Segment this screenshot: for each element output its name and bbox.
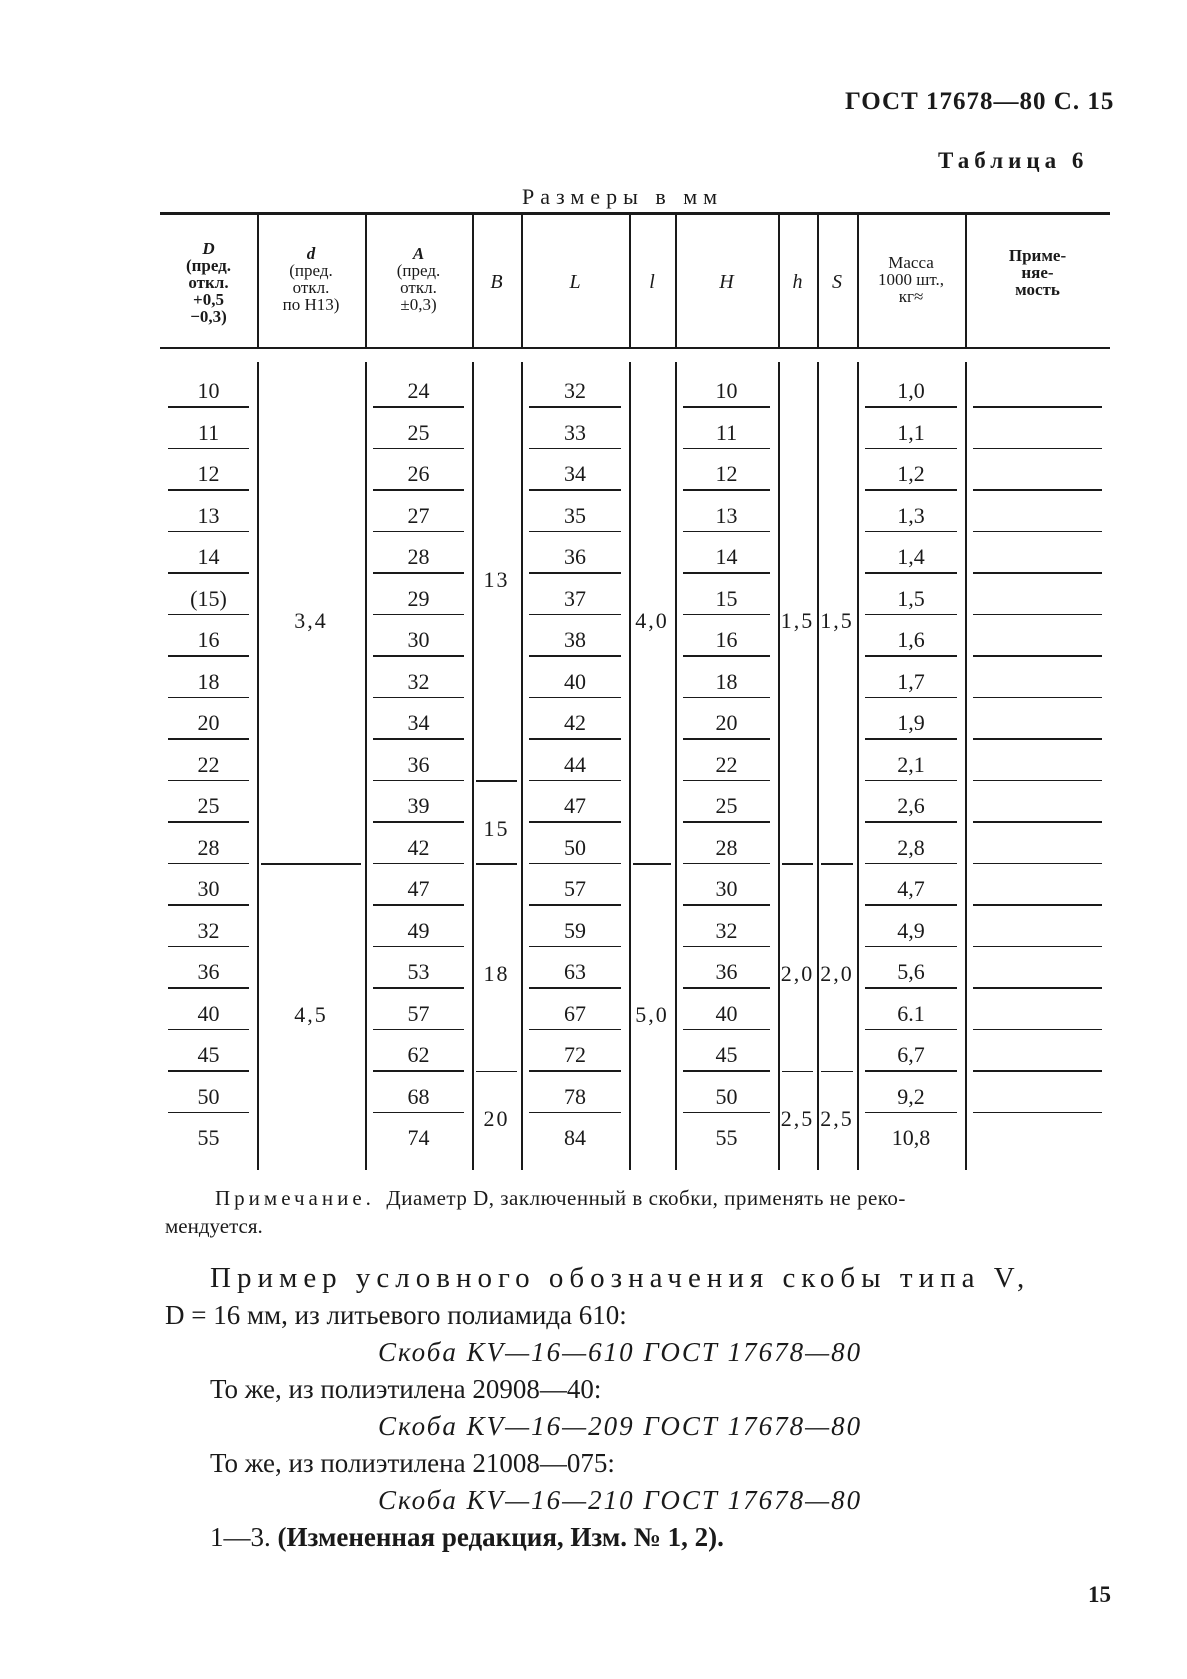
cell-underline bbox=[683, 946, 770, 948]
cell-L: 38 bbox=[564, 627, 586, 652]
cell-underline bbox=[373, 572, 464, 574]
cell-underline bbox=[865, 987, 957, 989]
cell-underline bbox=[373, 946, 464, 948]
column-divider bbox=[778, 362, 780, 1170]
header-D bbox=[160, 232, 257, 332]
cell-D: 28 bbox=[197, 834, 220, 860]
cell-A: 30 bbox=[407, 627, 430, 652]
cell-D: 11 bbox=[197, 419, 220, 445]
redaction-lead: 1—3. bbox=[210, 1522, 271, 1552]
cell-H: 50 bbox=[715, 1083, 738, 1109]
merged-cell-B: 20 bbox=[483, 1106, 510, 1131]
header-d-line: откл. bbox=[292, 278, 330, 297]
column-divider bbox=[629, 362, 631, 1170]
cell-underline bbox=[865, 572, 957, 574]
cell-underline bbox=[168, 489, 249, 491]
merged-cell-l: 4,0 bbox=[635, 608, 669, 633]
column-divider bbox=[817, 362, 819, 1170]
header-B: B bbox=[490, 270, 503, 293]
merged-cell-d: 4,5 bbox=[294, 1002, 328, 1028]
cell-D: 30 bbox=[197, 876, 220, 901]
cell-underline bbox=[168, 946, 249, 948]
cell-H: 36 bbox=[715, 959, 738, 984]
applicability-line bbox=[973, 448, 1102, 450]
cell-underline bbox=[373, 614, 464, 616]
cell-mass: 1,4 bbox=[897, 544, 925, 569]
cell-underline bbox=[168, 572, 249, 574]
cell-underline bbox=[168, 1112, 249, 1114]
column-divider bbox=[965, 362, 967, 1170]
cell-D: 55 bbox=[197, 1125, 220, 1150]
cell-mass: 1,6 bbox=[897, 627, 925, 652]
cell-underline bbox=[168, 1070, 249, 1072]
cell-underline bbox=[373, 489, 464, 491]
cell-D: 50 bbox=[197, 1083, 220, 1109]
cell-A: 39 bbox=[407, 793, 430, 818]
cell-H: 13 bbox=[715, 502, 738, 528]
header-mass-line: кг≈ bbox=[898, 286, 924, 306]
cell-mass: 1,1 bbox=[897, 419, 925, 445]
header-l: l bbox=[649, 270, 655, 293]
group-separator bbox=[476, 780, 517, 782]
cell-underline bbox=[865, 946, 957, 948]
merged-cell-S: 1,5 bbox=[820, 608, 854, 633]
cell-D: 40 bbox=[197, 1000, 220, 1026]
cell-L: 33 bbox=[564, 419, 586, 445]
merged-cell-h: 1,5 bbox=[780, 608, 815, 633]
cell-underline bbox=[373, 863, 464, 865]
page-number: 15 bbox=[1088, 1582, 1111, 1607]
table-top-rule bbox=[160, 212, 1110, 215]
cell-mass: 10,8 bbox=[891, 1125, 931, 1150]
cell-A: 74 bbox=[407, 1125, 430, 1150]
cell-underline bbox=[373, 821, 464, 823]
cell-D: 45 bbox=[197, 1042, 220, 1067]
group-separator bbox=[782, 863, 813, 865]
cell-D: 13 bbox=[197, 502, 220, 528]
cell-H: 18 bbox=[715, 668, 738, 694]
cell-underline bbox=[373, 1112, 464, 1114]
cell-L: 44 bbox=[564, 751, 586, 777]
cell-underline bbox=[529, 904, 621, 906]
cell-A: 49 bbox=[407, 917, 430, 943]
note-text: Диаметр D, заключенный в скобки, применять не реко- bbox=[386, 1186, 906, 1210]
header-D-line: −0,3) bbox=[190, 306, 227, 326]
cell-A: 34 bbox=[407, 710, 430, 735]
example-line-2: То же, из полиэтилена 20908—40: bbox=[210, 1374, 602, 1404]
applicability-line bbox=[973, 987, 1102, 989]
cell-L: 67 bbox=[564, 1000, 586, 1026]
cell-underline bbox=[683, 531, 770, 533]
cell-underline bbox=[529, 655, 621, 657]
cell-H: 40 bbox=[715, 1000, 738, 1026]
header-mass bbox=[857, 244, 965, 314]
cell-underline bbox=[683, 987, 770, 989]
cell-A: 47 bbox=[407, 876, 430, 901]
cell-mass: 1,2 bbox=[897, 461, 925, 486]
cell-underline bbox=[373, 738, 464, 740]
applicability-line bbox=[973, 697, 1102, 699]
cell-underline bbox=[683, 738, 770, 740]
cell-A: 29 bbox=[407, 585, 430, 611]
header-h: h bbox=[792, 270, 803, 293]
cell-underline bbox=[865, 1112, 957, 1114]
group-separator bbox=[476, 1071, 517, 1073]
cell-underline bbox=[683, 821, 770, 823]
cell-underline bbox=[529, 614, 621, 616]
applicability-line bbox=[973, 1029, 1102, 1031]
merged-cell-B: 15 bbox=[483, 815, 510, 841]
cell-H: 55 bbox=[715, 1125, 738, 1150]
cell-underline bbox=[373, 1029, 464, 1031]
header-mass-line: 1000 шт., bbox=[878, 269, 944, 289]
cell-L: 84 bbox=[564, 1125, 586, 1150]
header-D-symbol: D bbox=[202, 238, 215, 258]
applicability-line bbox=[973, 780, 1102, 782]
table-units: Размеры в мм bbox=[522, 184, 724, 209]
cell-underline bbox=[373, 531, 464, 533]
cell-A: 36 bbox=[407, 751, 430, 777]
cell-underline bbox=[683, 904, 770, 906]
cell-H: 15 bbox=[715, 585, 738, 611]
cell-H: 30 bbox=[715, 876, 738, 901]
cell-underline bbox=[683, 863, 770, 865]
applicability-line bbox=[973, 863, 1102, 865]
merged-cell-d: 3,4 bbox=[294, 608, 328, 633]
group-separator bbox=[821, 863, 853, 865]
cell-D: 20 bbox=[197, 710, 220, 735]
note-lead: Примечание. bbox=[215, 1186, 375, 1210]
header-mass-line: Масса bbox=[888, 252, 934, 272]
cell-A: 27 bbox=[407, 502, 430, 528]
header-A-line: откл. bbox=[400, 278, 437, 297]
cell-L: 59 bbox=[564, 917, 586, 943]
merged-cell-B: 13 bbox=[483, 566, 510, 592]
table-note bbox=[215, 1186, 906, 1211]
cell-H: 32 bbox=[715, 917, 738, 943]
cell-underline bbox=[168, 448, 249, 450]
applicability-line bbox=[973, 572, 1102, 574]
header-applicability bbox=[965, 242, 1110, 302]
cell-underline bbox=[683, 1070, 770, 1072]
applicability-line bbox=[973, 1070, 1102, 1072]
merged-cell-S: 2,5 bbox=[820, 1106, 854, 1131]
cell-mass: 1,0 bbox=[897, 378, 925, 403]
cell-A: 42 bbox=[407, 834, 430, 860]
dimensions-table bbox=[160, 212, 1110, 1170]
cell-D: 18 bbox=[197, 668, 220, 694]
cell-A: 57 bbox=[407, 1000, 430, 1026]
cell-mass: 4,9 bbox=[897, 917, 925, 943]
cell-H: 25 bbox=[715, 793, 738, 818]
cell-L: 32 bbox=[564, 378, 586, 403]
cell-underline bbox=[529, 489, 621, 491]
cell-underline bbox=[529, 572, 621, 574]
cell-underline bbox=[865, 406, 957, 408]
header-D-line: +0,5 bbox=[193, 289, 224, 309]
cell-underline bbox=[683, 697, 770, 699]
cell-mass: 1,7 bbox=[897, 668, 925, 694]
example-code-3: Скоба KV—16—210 ГОСТ 17678—80 bbox=[378, 1485, 863, 1515]
header-d bbox=[257, 234, 365, 324]
cell-underline bbox=[168, 863, 249, 865]
header-d-symbol: d bbox=[306, 244, 316, 263]
redaction-text: (Измененная редакция, Изм. № 1, 2). bbox=[277, 1522, 724, 1552]
cell-mass: 1,3 bbox=[897, 502, 925, 528]
cell-underline bbox=[529, 1112, 621, 1114]
applicability-line bbox=[973, 406, 1102, 408]
cell-A: 25 bbox=[407, 419, 430, 445]
cell-underline bbox=[168, 904, 249, 906]
cell-L: 63 bbox=[564, 959, 586, 984]
cell-underline bbox=[865, 821, 957, 823]
cell-A: 32 bbox=[407, 668, 430, 694]
cell-L: 42 bbox=[564, 710, 586, 735]
column-divider bbox=[257, 362, 259, 1170]
table-header-rule bbox=[160, 347, 1110, 349]
cell-mass: 1,5 bbox=[897, 585, 925, 611]
cell-L: 34 bbox=[564, 461, 586, 486]
cell-H: 45 bbox=[715, 1042, 738, 1067]
cell-mass: 1,9 bbox=[897, 710, 925, 735]
cell-underline bbox=[529, 738, 621, 740]
header-D-line: (пред. bbox=[185, 255, 232, 275]
cell-mass: 5,6 bbox=[897, 959, 925, 984]
cell-underline bbox=[865, 780, 957, 782]
table-title: Таблица 6 bbox=[938, 148, 1089, 173]
cell-H: 20 bbox=[715, 710, 738, 735]
header-D-line: откл. bbox=[188, 272, 229, 292]
merged-cell-l: 5,0 bbox=[635, 1002, 669, 1028]
example-subtitle: D = 16 мм, из литьевого полиамида 610: bbox=[165, 1300, 627, 1330]
merged-cell-h: 2,0 bbox=[780, 960, 815, 986]
cell-underline bbox=[529, 406, 621, 408]
applicability-line bbox=[973, 1112, 1102, 1114]
cell-D: 16 bbox=[197, 627, 220, 652]
header-S: S bbox=[832, 270, 842, 293]
cell-underline bbox=[683, 448, 770, 450]
header-A bbox=[365, 234, 472, 324]
cell-underline bbox=[168, 780, 249, 782]
cell-underline bbox=[683, 780, 770, 782]
applicability-line bbox=[973, 655, 1102, 657]
cell-underline bbox=[865, 904, 957, 906]
cell-underline bbox=[683, 489, 770, 491]
page-header: ГОСТ 17678—80 С. 15 bbox=[845, 88, 1115, 115]
cell-underline bbox=[529, 987, 621, 989]
cell-D: 25 bbox=[197, 793, 220, 818]
cell-underline bbox=[865, 531, 957, 533]
cell-mass: 4,7 bbox=[897, 876, 925, 901]
cell-underline bbox=[529, 946, 621, 948]
column-divider bbox=[472, 362, 474, 1170]
cell-H: 22 bbox=[715, 751, 738, 777]
cell-mass: 9,2 bbox=[897, 1083, 925, 1109]
group-separator bbox=[821, 1071, 853, 1073]
cell-D: (15) bbox=[190, 585, 227, 611]
cell-H: 10 bbox=[715, 378, 738, 403]
cell-underline bbox=[168, 987, 249, 989]
cell-D: 32 bbox=[197, 917, 220, 943]
merged-cell-h: 2,5 bbox=[780, 1106, 815, 1131]
cell-underline bbox=[683, 1029, 770, 1031]
applicability-line bbox=[973, 946, 1102, 948]
cell-underline bbox=[529, 1070, 621, 1072]
cell-H: 12 bbox=[715, 461, 738, 486]
cell-underline bbox=[865, 1029, 957, 1031]
header-applicability-line: мость bbox=[1015, 279, 1060, 299]
cell-L: 36 bbox=[564, 544, 586, 569]
cell-D: 10 bbox=[197, 378, 220, 403]
applicability-line bbox=[973, 738, 1102, 740]
cell-underline bbox=[529, 448, 621, 450]
cell-underline bbox=[683, 572, 770, 574]
example-title: Пример условного обозначения скобы типа V, bbox=[210, 1262, 1031, 1294]
cell-L: 72 bbox=[564, 1042, 586, 1067]
example-line-3: То же, из полиэтилена 21008—075: bbox=[210, 1448, 615, 1478]
cell-L: 47 bbox=[564, 793, 586, 818]
cell-A: 24 bbox=[407, 378, 430, 403]
cell-mass: 2,1 bbox=[897, 751, 925, 777]
applicability-line bbox=[973, 531, 1102, 533]
cell-H: 16 bbox=[715, 627, 738, 652]
cell-underline bbox=[168, 614, 249, 616]
cell-L: 57 bbox=[564, 876, 586, 901]
group-separator bbox=[476, 863, 517, 865]
merged-cell-B: 18 bbox=[483, 960, 510, 986]
cell-H: 11 bbox=[715, 419, 738, 445]
cell-D: 14 bbox=[197, 544, 220, 569]
header-applicability-line: няе- bbox=[1021, 262, 1054, 282]
cell-mass: 6.1 bbox=[897, 1000, 925, 1026]
cell-underline bbox=[529, 821, 621, 823]
cell-mass: 2,8 bbox=[897, 834, 925, 860]
cell-A: 62 bbox=[407, 1042, 430, 1067]
cell-mass: 2,6 bbox=[897, 793, 925, 818]
applicability-line bbox=[973, 614, 1102, 616]
cell-underline bbox=[373, 697, 464, 699]
header-d-line: (пред. bbox=[289, 261, 333, 280]
cell-underline bbox=[168, 655, 249, 657]
cell-underline bbox=[865, 738, 957, 740]
example-code-1: Скоба KV—16—610 ГОСТ 17678—80 bbox=[378, 1337, 863, 1367]
example-code-2: Скоба KV—16—209 ГОСТ 17678—80 bbox=[378, 1411, 863, 1441]
cell-underline bbox=[373, 987, 464, 989]
cell-underline bbox=[865, 448, 957, 450]
group-separator bbox=[261, 863, 361, 865]
cell-underline bbox=[683, 655, 770, 657]
cell-underline bbox=[529, 1029, 621, 1031]
cell-D: 36 bbox=[197, 959, 220, 984]
applicability-line bbox=[973, 904, 1102, 906]
cell-D: 12 bbox=[197, 461, 220, 486]
cell-A: 68 bbox=[407, 1083, 430, 1109]
redaction-note bbox=[210, 1522, 724, 1553]
header-L: L bbox=[569, 270, 581, 293]
cell-underline bbox=[168, 821, 249, 823]
cell-L: 50 bbox=[564, 834, 586, 860]
cell-A: 26 bbox=[407, 461, 430, 486]
cell-underline bbox=[373, 406, 464, 408]
header-H: H bbox=[719, 270, 734, 293]
cell-underline bbox=[168, 738, 249, 740]
cell-mass: 6,7 bbox=[897, 1042, 925, 1067]
cell-underline bbox=[865, 614, 957, 616]
cell-A: 28 bbox=[407, 544, 430, 569]
cell-L: 35 bbox=[564, 502, 586, 528]
cell-A: 53 bbox=[407, 959, 430, 984]
applicability-line bbox=[973, 489, 1102, 491]
header-A-symbol: A bbox=[412, 244, 425, 263]
cell-underline bbox=[529, 780, 621, 782]
cell-underline bbox=[168, 406, 249, 408]
cell-underline bbox=[865, 655, 957, 657]
cell-underline bbox=[168, 1029, 249, 1031]
cell-underline bbox=[373, 780, 464, 782]
cell-L: 40 bbox=[564, 668, 586, 694]
group-separator bbox=[633, 863, 671, 865]
cell-L: 78 bbox=[564, 1083, 586, 1109]
cell-underline bbox=[683, 614, 770, 616]
cell-underline bbox=[529, 697, 621, 699]
merged-cell-S: 2,0 bbox=[820, 960, 854, 986]
cell-underline bbox=[865, 863, 957, 865]
cell-underline bbox=[865, 489, 957, 491]
cell-underline bbox=[865, 697, 957, 699]
cell-underline bbox=[865, 1070, 957, 1072]
cell-underline bbox=[373, 655, 464, 657]
cell-underline bbox=[683, 406, 770, 408]
header-applicability-line: Приме- bbox=[1008, 245, 1067, 265]
applicability-line bbox=[973, 821, 1102, 823]
group-separator bbox=[782, 1071, 813, 1073]
header-A-line: ±0,3) bbox=[400, 295, 437, 314]
cell-H: 14 bbox=[715, 544, 738, 569]
cell-underline bbox=[373, 1070, 464, 1072]
cell-H: 28 bbox=[715, 834, 738, 860]
cell-underline bbox=[683, 1112, 770, 1114]
header-A-line: (пред. bbox=[396, 261, 441, 280]
cell-D: 22 bbox=[197, 751, 220, 777]
cell-underline bbox=[529, 531, 621, 533]
cell-underline bbox=[529, 863, 621, 865]
note-continuation: мендуется. bbox=[165, 1214, 263, 1238]
cell-underline bbox=[168, 697, 249, 699]
cell-underline bbox=[168, 531, 249, 533]
cell-L: 37 bbox=[564, 585, 586, 611]
cell-underline bbox=[373, 904, 464, 906]
cell-underline bbox=[373, 448, 464, 450]
header-d-line: по H13) bbox=[282, 295, 340, 314]
